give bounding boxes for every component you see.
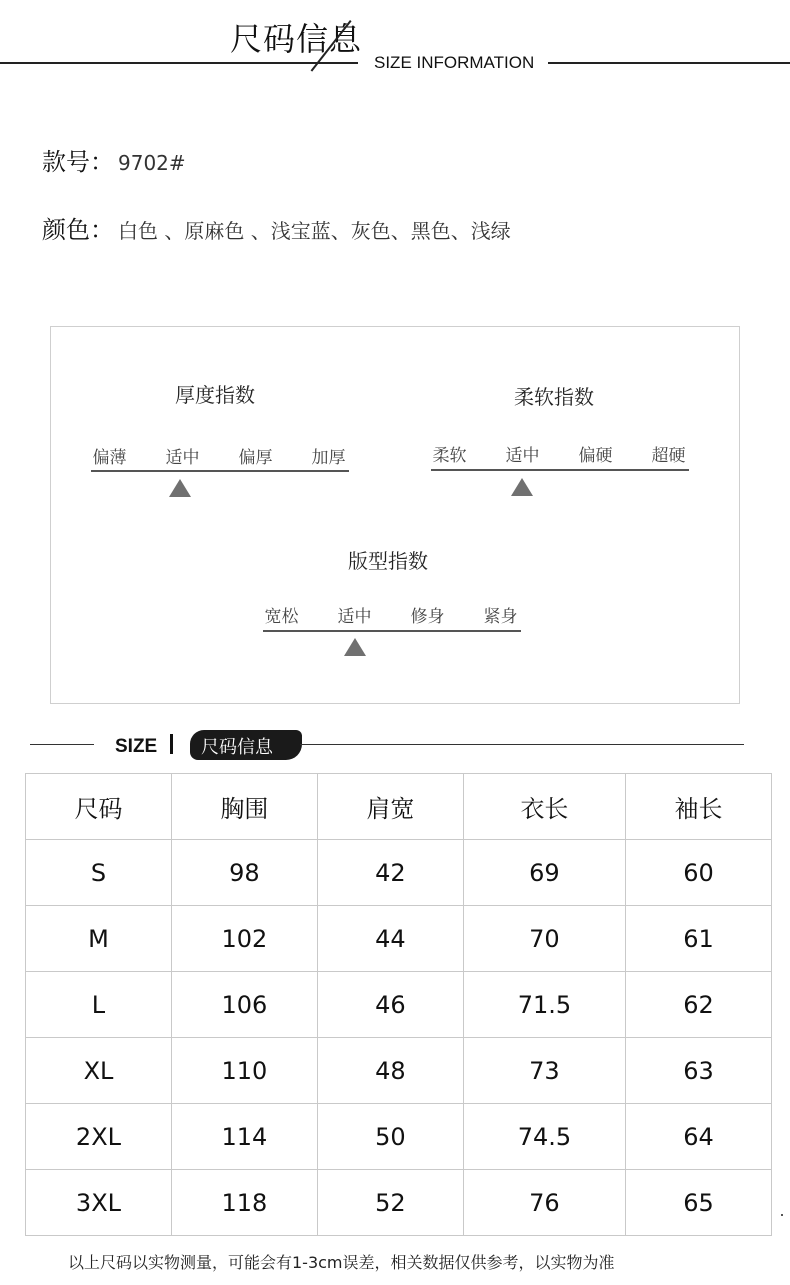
table-cell: 114 bbox=[171, 1104, 317, 1170]
table-header-row bbox=[26, 774, 772, 840]
size-section-label: SIZE bbox=[115, 736, 158, 757]
table-cell: S bbox=[26, 840, 172, 906]
thickness-option: 偏薄 bbox=[92, 448, 127, 468]
style-number-row bbox=[42, 142, 186, 177]
thickness-options bbox=[91, 443, 347, 468]
table-cell: 98 bbox=[171, 840, 317, 906]
table-cell: 70 bbox=[463, 906, 625, 972]
thickness-index-title: 厚度指数 bbox=[175, 383, 255, 407]
softness-scale-bar bbox=[431, 469, 689, 471]
table-cell: 102 bbox=[171, 906, 317, 972]
table-cell: 50 bbox=[317, 1104, 463, 1170]
table-cell: L bbox=[26, 972, 172, 1038]
table-cell: 44 bbox=[317, 906, 463, 972]
table-cell: 73 bbox=[463, 1038, 625, 1104]
size-section-divider bbox=[170, 734, 173, 754]
table-cell: 74.5 bbox=[463, 1104, 625, 1170]
table-header-cell: 胸围 bbox=[171, 774, 317, 840]
table-cell: 48 bbox=[317, 1038, 463, 1104]
style-number-value: 9702# bbox=[118, 151, 186, 175]
softness-index-title: 柔软指数 bbox=[514, 385, 594, 409]
table-cell: 65 bbox=[626, 1170, 772, 1236]
table-cell: 118 bbox=[171, 1170, 317, 1236]
table-header-cell: 衣长 bbox=[463, 774, 625, 840]
table-header-cell: 肩宽 bbox=[317, 774, 463, 840]
table-row bbox=[26, 1038, 772, 1104]
table-row bbox=[26, 1104, 772, 1170]
table-cell: 110 bbox=[171, 1038, 317, 1104]
stray-dot bbox=[781, 1214, 783, 1216]
table-cell: 3XL bbox=[26, 1170, 172, 1236]
color-label: 颜色： bbox=[42, 216, 114, 244]
table-row bbox=[26, 840, 772, 906]
size-rule-left bbox=[30, 744, 94, 745]
page-title: 尺码信息 bbox=[230, 20, 363, 58]
table-cell: 63 bbox=[626, 1038, 772, 1104]
table-row bbox=[26, 972, 772, 1038]
table-cell: 60 bbox=[626, 840, 772, 906]
size-rule-right bbox=[300, 744, 744, 745]
fit-option: 宽松 bbox=[264, 607, 299, 627]
thickness-selected-triangle bbox=[169, 479, 191, 497]
fit-option: 适中 bbox=[337, 607, 372, 627]
table-cell: 71.5 bbox=[463, 972, 625, 1038]
table-cell: M bbox=[26, 906, 172, 972]
brush-badge-text: 尺码信息 bbox=[201, 737, 273, 758]
thickness-option: 偏厚 bbox=[238, 448, 273, 468]
table-cell: 52 bbox=[317, 1170, 463, 1236]
thickness-scale-bar bbox=[91, 470, 349, 472]
fit-option: 修身 bbox=[410, 607, 445, 627]
table-row bbox=[26, 1170, 772, 1236]
color-value: 白色 、原麻色 、浅宝蓝、灰色、黑色、浅绿 bbox=[118, 219, 511, 243]
table-cell: XL bbox=[26, 1038, 172, 1104]
table-cell: 106 bbox=[171, 972, 317, 1038]
softness-option: 柔软 bbox=[432, 446, 467, 466]
table-cell: 42 bbox=[317, 840, 463, 906]
table-cell: 76 bbox=[463, 1170, 625, 1236]
thickness-option: 加厚 bbox=[311, 448, 346, 468]
table-cell: 61 bbox=[626, 906, 772, 972]
table-header-cell: 袖长 bbox=[626, 774, 772, 840]
size-table bbox=[25, 773, 772, 1236]
table-cell: 46 bbox=[317, 972, 463, 1038]
table-cell: 62 bbox=[626, 972, 772, 1038]
index-panel bbox=[50, 326, 740, 704]
table-cell: 69 bbox=[463, 840, 625, 906]
softness-options bbox=[431, 441, 687, 466]
fit-index-title: 版型指数 bbox=[348, 549, 428, 573]
table-cell: 2XL bbox=[26, 1104, 172, 1170]
header-rule-right bbox=[548, 62, 790, 64]
table-row bbox=[26, 906, 772, 972]
fit-options bbox=[263, 602, 519, 627]
page-subtitle: SIZE INFORMATION bbox=[374, 53, 535, 72]
color-row bbox=[42, 210, 511, 245]
softness-option: 超硬 bbox=[651, 446, 686, 466]
softness-selected-triangle bbox=[511, 478, 533, 496]
measurement-footnote: 以上尺码以实物测量，可能会有1-3cm误差，相关数据仅供参考，以实物为准 bbox=[68, 1253, 615, 1272]
softness-option: 适中 bbox=[505, 446, 540, 466]
table-header-cell: 尺码 bbox=[26, 774, 172, 840]
softness-option: 偏硬 bbox=[578, 446, 613, 466]
style-number-label: 款号： bbox=[42, 148, 114, 176]
header-rule-left bbox=[0, 62, 358, 64]
thickness-option: 适中 bbox=[165, 448, 200, 468]
table-cell: 64 bbox=[626, 1104, 772, 1170]
fit-option: 紧身 bbox=[483, 607, 518, 627]
fit-selected-triangle bbox=[344, 638, 366, 656]
fit-scale-bar bbox=[263, 630, 521, 632]
